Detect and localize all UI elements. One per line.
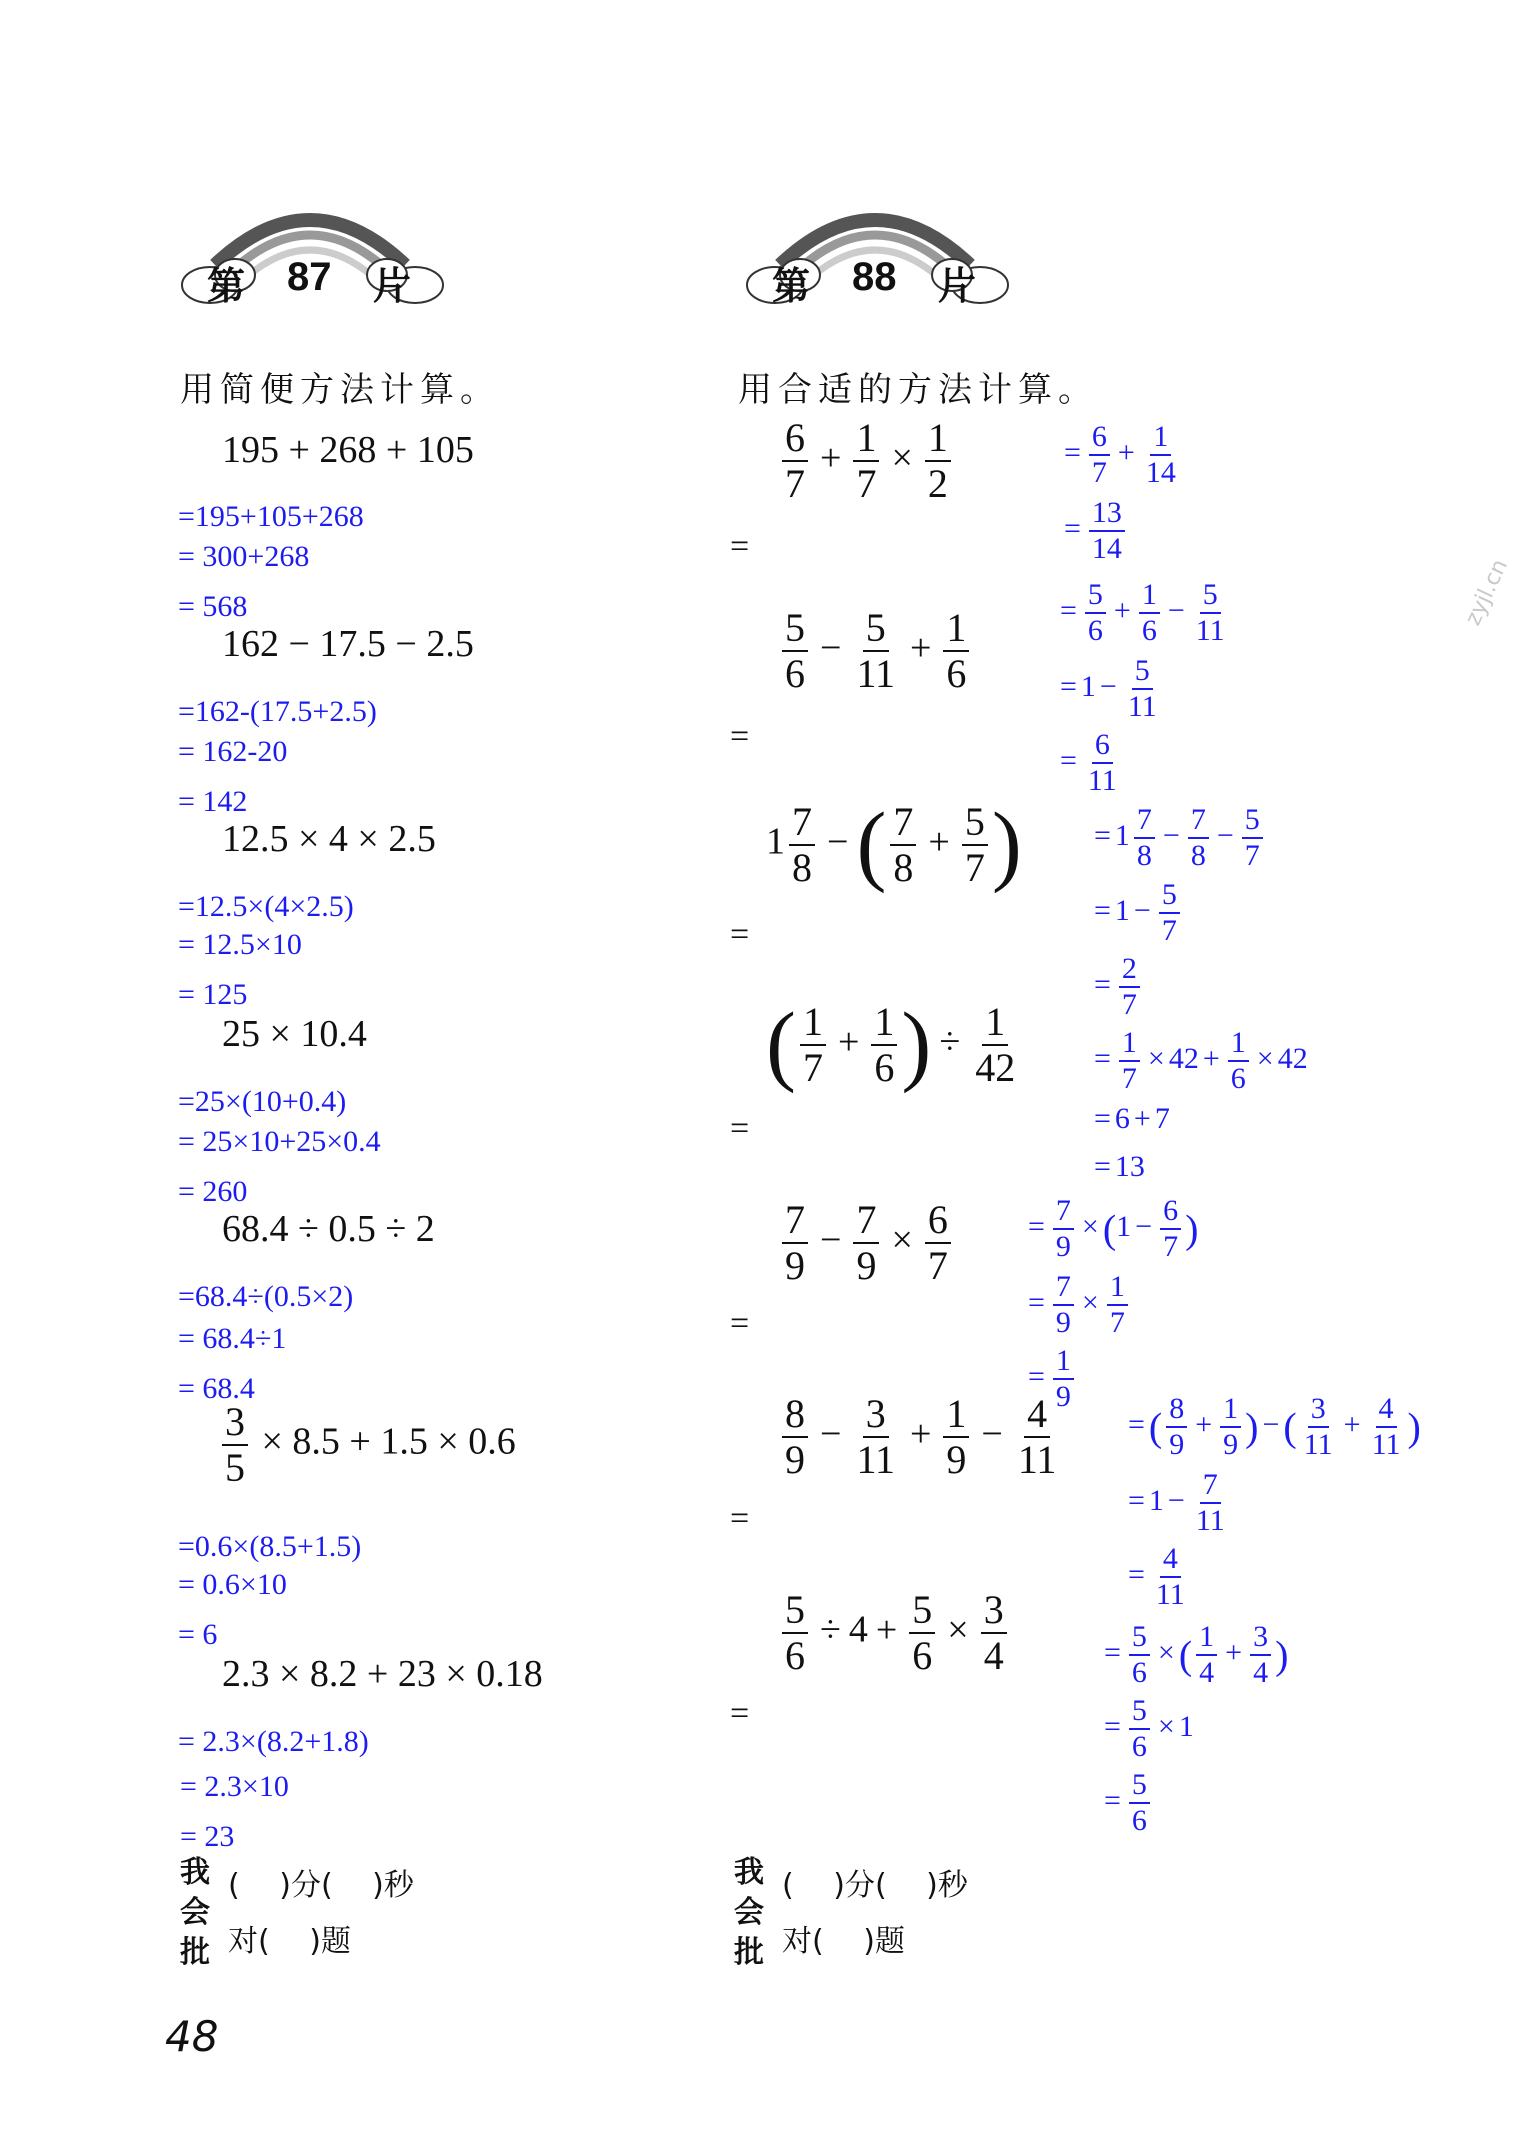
answer-line: = $\frac{4}{11}$ — [1128, 1542, 1185, 1611]
answer-line: = $\frac{5}{6}$ — [1100, 1770, 1154, 1836]
right-problem-1: $\frac{6}{7}$ + $\frac{1}{7}$ × $\frac{1}{2}$ — [778, 418, 955, 504]
answer-line: = $\frac{13}{14}$ — [1060, 498, 1129, 564]
answer-line: = 2.3×(8.2+1.8) — [178, 1725, 369, 1758]
answer-line: =12.5×(4×2.5) — [178, 890, 354, 923]
answer-line: = $\frac{5}{6}$ × 1 — [1104, 1694, 1194, 1763]
time-field[interactable]: ( )分( )秒 — [228, 1868, 414, 1903]
score-field[interactable]: 对( )题 — [782, 1924, 905, 1959]
right-problem-4: ( $\frac{1}{7}$ + $\frac{1}{6}$ ) ÷ $\frac{1}{42}$ — [766, 995, 1016, 1094]
badge-number: 87 — [287, 255, 332, 299]
watermark: zyjl.cn — [1460, 555, 1513, 630]
answer-line: = 162-20 — [178, 735, 288, 768]
page-number: 48 — [165, 2012, 219, 2061]
footer-pi: 批 — [180, 1935, 210, 1970]
answer-line: = $\frac{6}{11}$ — [1060, 728, 1117, 797]
badge-number: 88 — [852, 255, 897, 299]
time-field[interactable]: ( )分( )秒 — [782, 1868, 968, 1903]
left-problem-5: 68.4 ÷ 0.5 ÷ 2 — [222, 1208, 435, 1250]
answer-line: = 13 — [1094, 1150, 1145, 1183]
answer-line: = 568 — [178, 590, 248, 623]
equals-sign: = — [730, 718, 750, 755]
answer-line: = 23 — [180, 1820, 235, 1853]
equals-sign: = — [730, 1695, 750, 1732]
expr-rest: × 8.5 + 1.5 × 0.6 — [261, 1420, 516, 1463]
answer-line: = 12.5×10 — [178, 928, 302, 961]
answer-line: =195+105+268 — [178, 500, 364, 533]
answer-line: = 68.4 — [178, 1372, 255, 1405]
right-problem-2: $\frac{5}{6}$ − $\frac{5}{11}$ + $\frac{1}{6}$ — [778, 608, 973, 694]
answer-line: = 260 — [178, 1175, 248, 1208]
right-problem-7: $\frac{5}{6}$ ÷ 4 + $\frac{5}{6}$ × $\frac{3}{4}$ — [778, 1590, 1011, 1676]
answer-line: = ( $\frac{8}{9}$ + $\frac{1}{9}$ ) − ( $\frac{3}{11}$ + $\frac{4}{11}$ ) — [1128, 1392, 1421, 1461]
badge-suffix: 片 — [373, 264, 412, 308]
right-problem-6: $\frac{8}{9}$ − $\frac{3}{11}$ + $\frac{1}{9}$ − $\frac{4}{11}$ — [778, 1394, 1063, 1480]
right-column — [730, 0, 1513, 2149]
left-problem-4: 25 × 10.4 — [222, 1013, 367, 1055]
answer-line: =68.4÷(0.5×2) — [178, 1280, 354, 1313]
equals-sign: = — [730, 916, 750, 953]
footer-pi: 批 — [734, 1935, 764, 1970]
footer-wo: 我 — [180, 1855, 210, 1890]
left-problem-2: 162 − 17.5 − 2.5 — [222, 623, 474, 665]
answer-line: = 1 − $\frac{5}{11}$ — [1060, 654, 1157, 723]
left-problem-6 — [218, 1399, 516, 1490]
answer-line: =25×(10+0.4) — [178, 1085, 347, 1118]
fraction: $\frac{3}{5}$ — [222, 1402, 248, 1488]
answer-line: =162-(17.5+2.5) — [178, 695, 377, 728]
answer-line: =0.6×(8.5+1.5) — [178, 1530, 362, 1563]
section-badge-88 — [740, 195, 1010, 335]
answer-line: = 1 − $\frac{7}{11}$ — [1128, 1468, 1225, 1537]
answer-line: = $\frac{1}{9}$ — [1024, 1346, 1078, 1412]
left-problem-1: 195 + 268 + 105 — [222, 429, 474, 471]
badge-prefix: 第 — [772, 264, 811, 308]
section-badge-87 — [175, 195, 445, 335]
answer-line: = 1 − $\frac{5}{7}$ — [1090, 880, 1184, 946]
footer-wo: 我 — [734, 1855, 764, 1890]
badge-suffix: 片 — [938, 264, 977, 308]
left-problem-7: 2.3 × 8.2 + 23 × 0.18 — [222, 1653, 543, 1695]
answer-line: = 25×10+25×0.4 — [178, 1125, 381, 1158]
answer-line: = $\frac{7}{9}$ × (1 − $\frac{6}{7}$ ) — [1028, 1194, 1199, 1263]
answer-line: = 300+268 — [178, 540, 310, 573]
badge-prefix: 第 — [207, 264, 246, 308]
answer-line: = 68.4÷1 — [178, 1322, 287, 1355]
answer-line: = $\frac{5}{6}$ + $\frac{1}{6}$ − $\frac{5}{11}$ — [1060, 578, 1225, 647]
answer-line: = 142 — [178, 785, 248, 818]
equals-sign: = — [730, 1500, 750, 1537]
equals-sign: = — [730, 1305, 750, 1342]
answer-line: = 6 + 7 — [1094, 1102, 1170, 1135]
right-problem-5: $\frac{7}{9}$ − $\frac{7}{9}$ × $\frac{6}{7}$ — [778, 1200, 955, 1286]
answer-line: = $\frac{6}{7}$ + $\frac{1}{14}$ — [1064, 420, 1176, 489]
left-column — [0, 0, 740, 2149]
right-problem-3: 1 $\frac{7}{8}$ −( $\frac{7}{8}$ + $\frac{5}{7}$ ) — [766, 795, 1022, 894]
answer-line: = $\frac{1}{7}$ × 42 + $\frac{1}{6}$ × 42 — [1094, 1026, 1308, 1095]
footer-hui: 会 — [180, 1895, 210, 1930]
answer-line: = $\frac{7}{9}$ × $\frac{1}{7}$ — [1024, 1272, 1132, 1338]
answer-line: = 125 — [178, 978, 248, 1011]
footer-hui: 会 — [734, 1895, 764, 1930]
answer-line: = $\frac{2}{7}$ — [1090, 954, 1144, 1020]
answer-line: = 0.6×10 — [178, 1568, 287, 1601]
score-field[interactable]: 对( )题 — [228, 1924, 351, 1959]
right-instruction: 用合适的方法计算。 — [738, 370, 1098, 410]
answer-line: = 6 — [178, 1618, 218, 1651]
left-problem-3: 12.5 × 4 × 2.5 — [222, 818, 436, 860]
answer-line: = $\frac{5}{6}$ × ( $\frac{1}{4}$ + $\frac{3}{4}$ ) — [1104, 1620, 1289, 1689]
answer-line: = 2.3×10 — [180, 1770, 289, 1803]
answer-line: = 1 $\frac{7}{8}$ − $\frac{7}{8}$ − $\frac{5}{7}$ — [1090, 805, 1267, 871]
left-instruction: 用简便方法计算。 — [180, 370, 500, 410]
equals-sign: = — [730, 528, 750, 565]
equals-sign: = — [730, 1110, 750, 1147]
